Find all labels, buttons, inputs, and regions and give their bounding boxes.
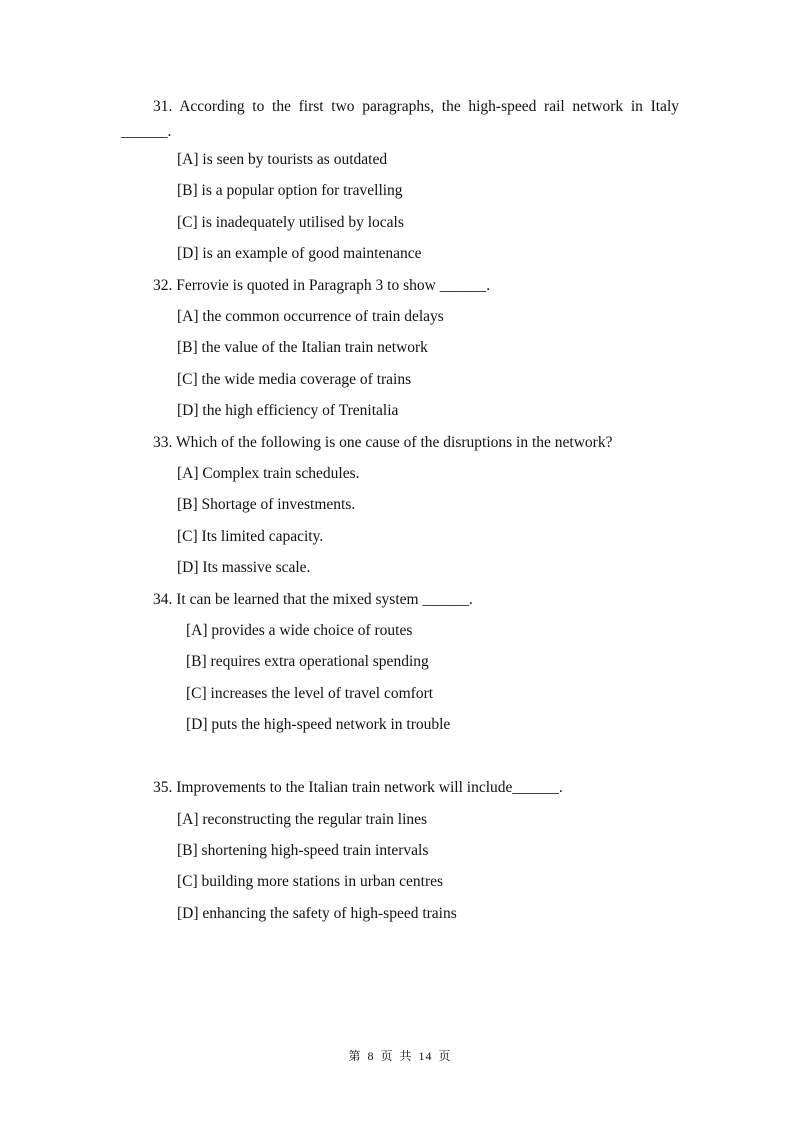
question-32-option-b: [B] the value of the Italian train network [177,339,428,356]
question-34-option-b: [B] requires extra operational spending [186,653,429,670]
question-31-option-a: [A] is seen by tourists as outdated [177,151,388,168]
question-35-stem: 35. Improvements to the Italian train network will include______. [153,779,563,796]
question-35-option-c: [C] building more stations in urban centres [177,873,444,890]
question-33-stem: 33. Which of the following is one cause of the disruptions in the network? [153,434,613,451]
question-34-option-c: [C] increases the level of travel comfort [186,685,434,702]
question-32-option-d: [D] the high efficiency of Trenitalia [177,402,399,419]
question-33-option-a: [A] Complex train schedules. [177,465,360,482]
question-34-option-d: [D] puts the high-speed network in trouble [186,716,451,733]
page-number-footer: 第 8 页 共 14 页 [348,1049,452,1063]
question-34-option-a: [A] provides a wide choice of routes [186,622,413,639]
question-32-option-c: [C] the wide media coverage of trains [177,371,412,388]
question-31-option-d: [D] is an example of good maintenance [177,245,422,262]
question-31-stem: 31. According to the first two paragraphs, the high-speed rail network in Italy [153,98,679,115]
question-33-option-c: [C] Its limited capacity. [177,528,324,545]
question-35-option-d: [D] enhancing the safety of high-speed trains [177,905,457,922]
question-33-option-b: [B] Shortage of investments. [177,496,356,513]
question-31-option-c: [C] is inadequately utilised by locals [177,214,404,231]
question-33-option-d: [D] Its massive scale. [177,559,311,576]
question-34-stem: 34. It can be learned that the mixed system ______. [153,591,473,608]
question-32-option-a: [A] the common occurrence of train delays [177,308,444,325]
question-31-stem-continuation: ______. [121,123,172,140]
question-31-option-b: [B] is a popular option for travelling [177,182,403,199]
question-35-option-b: [B] shortening high-speed train intervals [177,842,429,859]
question-35-option-a: [A] reconstructing the regular train lines [177,811,428,828]
question-32-stem: 32. Ferrovie is quoted in Paragraph 3 to show ______. [153,277,491,294]
